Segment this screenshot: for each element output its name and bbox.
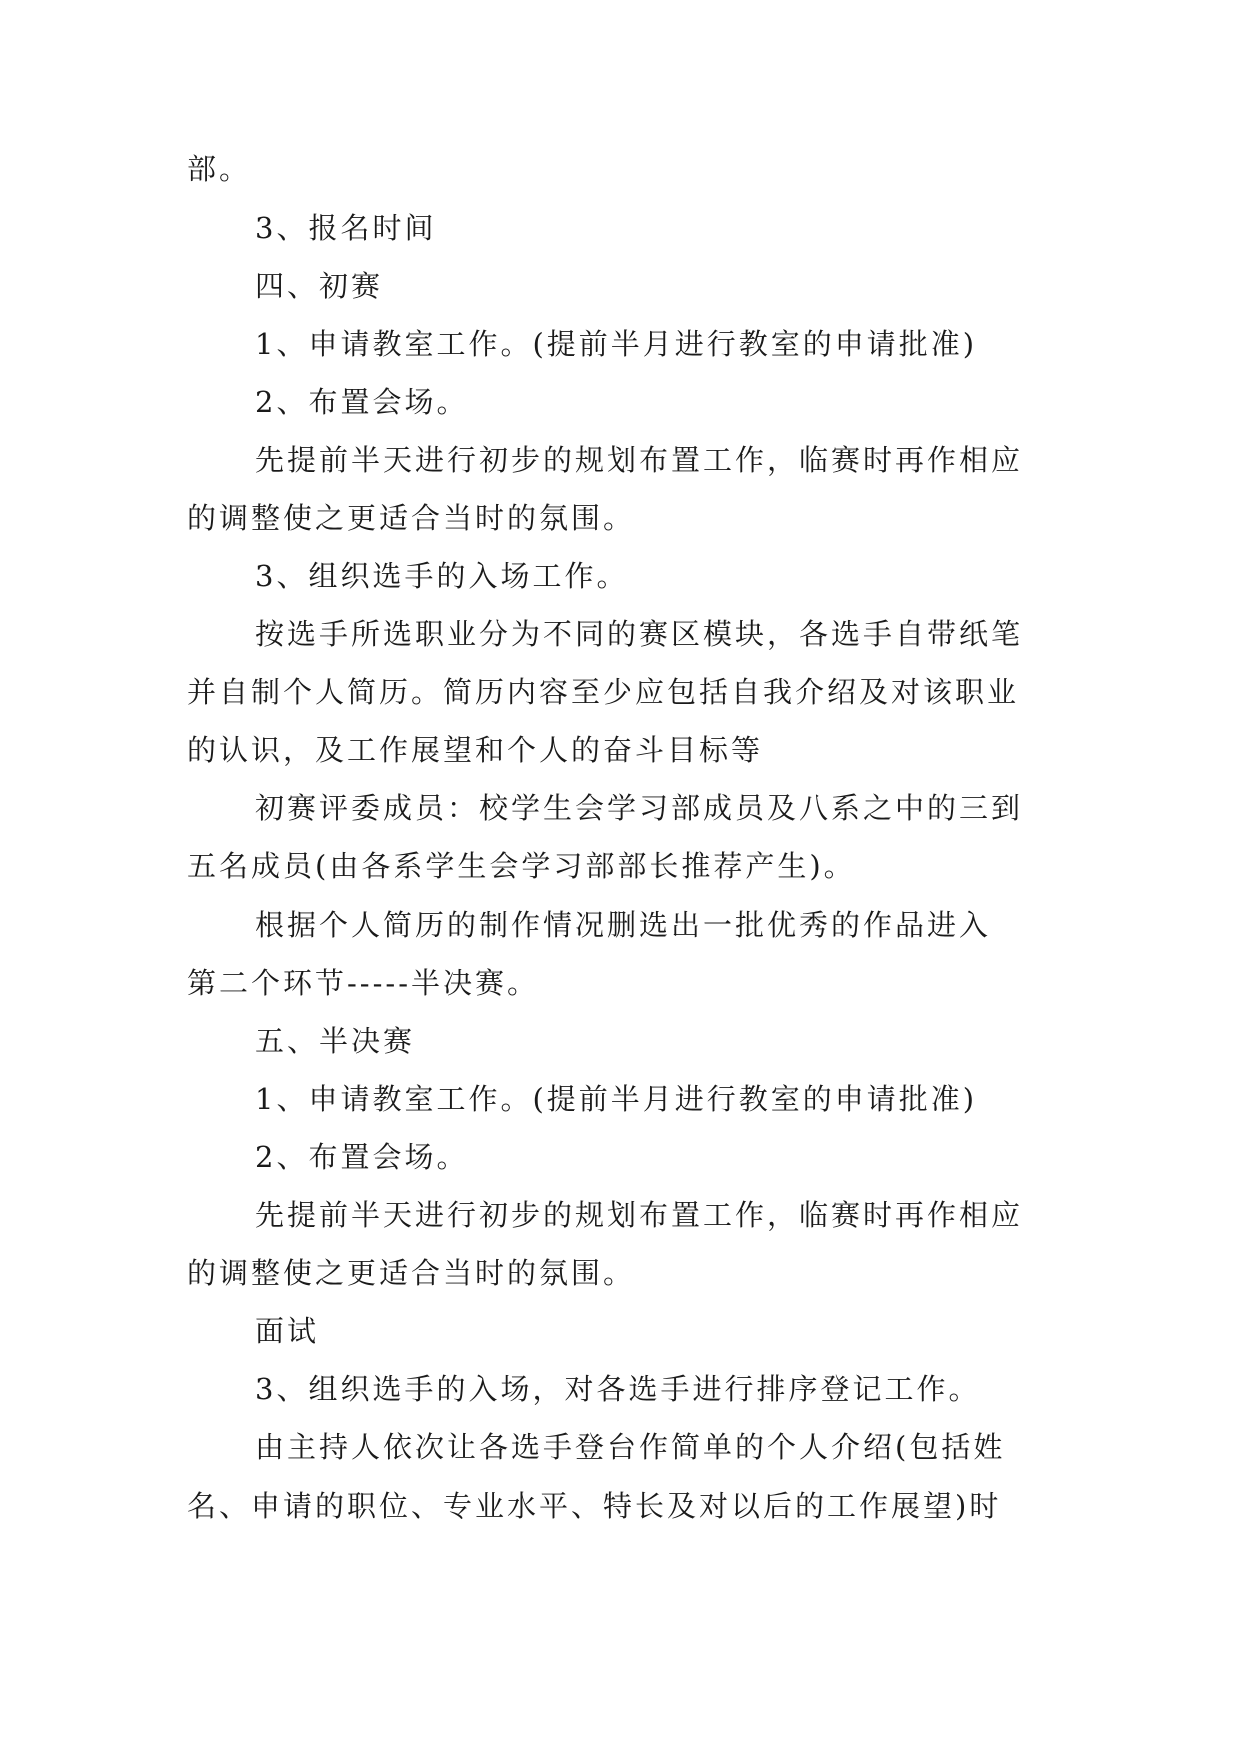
text-line: 2、布置会场。	[255, 385, 469, 419]
text-line: 3、报名时间	[255, 211, 437, 245]
text-line: 并自制个人简历。简历内容至少应包括自我介绍及对该职业	[187, 675, 1020, 709]
section-heading: 五、半决赛	[255, 1024, 416, 1058]
text-line: 由主持人依次让各选手登台作简单的个人介绍(包括姓	[255, 1430, 1006, 1464]
text-line: 3、组织选手的入场工作。	[255, 559, 629, 593]
text-line: 面试	[255, 1314, 320, 1348]
section-heading: 四、初赛	[255, 269, 384, 303]
text-line: 先提前半天进行初步的规划布置工作，临赛时再作相应	[255, 443, 1024, 477]
text-line: 第二个环节-----半决赛。	[187, 966, 539, 1000]
text-line: 1、申请教室工作。(提前半月进行教室的申请批准)	[255, 327, 978, 361]
text-line: 初赛评委成员：校学生会学习部成员及八系之中的三到	[255, 791, 1024, 825]
text-line: 按选手所选职业分为不同的赛区模块，各选手自带纸笔	[255, 617, 1024, 651]
text-line: 根据个人简历的制作情况删选出一批优秀的作品进入	[255, 908, 992, 942]
text-line: 五名成员(由各系学生会学习部部长推荐产生)。	[187, 849, 856, 883]
text-line: 的调整使之更适合当时的氛围。	[187, 1256, 636, 1290]
text-line: 2、布置会场。	[255, 1140, 469, 1174]
text-line: 部。	[187, 152, 252, 186]
text-line: 1、申请教室工作。(提前半月进行教室的申请批准)	[255, 1082, 978, 1116]
text-line: 3、组织选手的入场，对各选手进行排序登记工作。	[255, 1372, 981, 1406]
text-line: 名、申请的职位、专业水平、特长及对以后的工作展望)时	[187, 1489, 1002, 1523]
text-line: 先提前半天进行初步的规划布置工作，临赛时再作相应	[255, 1198, 1024, 1232]
text-line: 的调整使之更适合当时的氛围。	[187, 501, 636, 535]
text-line: 的认识，及工作展望和个人的奋斗目标等	[187, 733, 764, 767]
